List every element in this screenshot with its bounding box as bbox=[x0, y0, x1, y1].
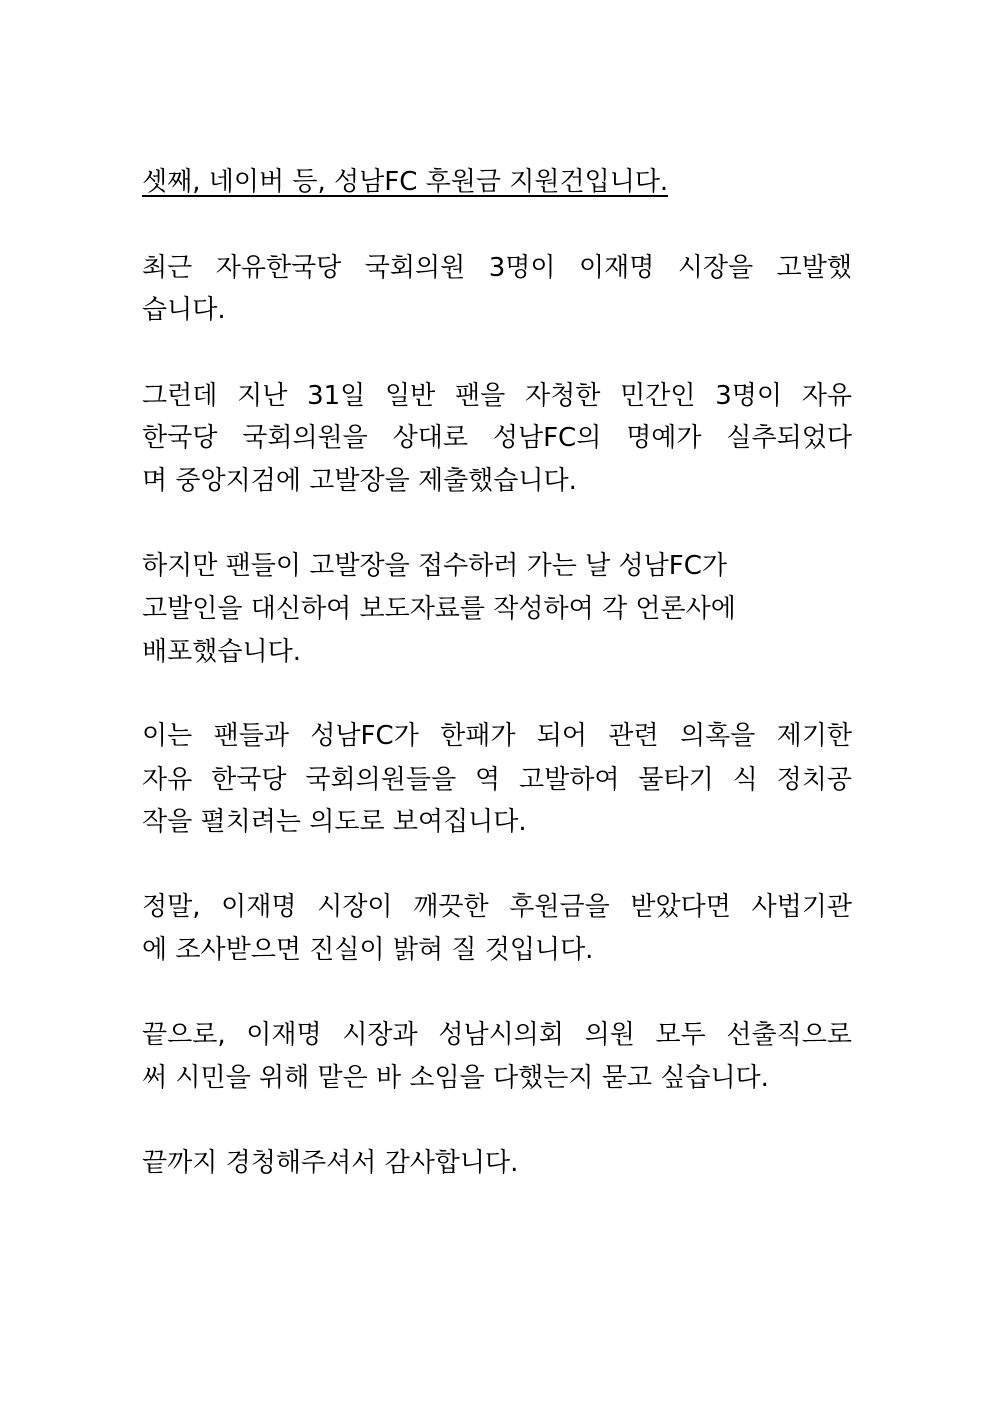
text-line: 며 중앙지검에 고발장을 제출했습니다. bbox=[142, 466, 577, 496]
text-line: 그런데 지난 31일 일반 팬을 자청한 민간인 3명이 자유 bbox=[142, 381, 852, 411]
text-line: 배포했습니다. bbox=[142, 637, 301, 667]
text-line: 이는 팬들과 성남FC가 한패가 되어 관련 의혹을 제기한 bbox=[142, 721, 852, 751]
text-line: 에 조사받으면 진실이 밝혀 질 것입니다. bbox=[142, 935, 594, 965]
text-line: 작을 펼치려는 의도로 보여집니다. bbox=[142, 807, 527, 837]
text-line: 써 시민을 위해 맡은 바 소임을 다했는지 묻고 싶습니다. bbox=[142, 1063, 769, 1093]
section-heading: 셋째, 네이버 등, 성남FC 후원금 지원건입니다. bbox=[142, 167, 669, 197]
text-line: 최근 자유한국당 국회의원 3명이 이재명 시장을 고발했 bbox=[142, 253, 852, 283]
text-line: 끝으로, 이재명 시장과 성남시의회 의원 모두 선출직으로 bbox=[142, 1020, 852, 1050]
text-line: 끝까지 경청해주셔서 감사합니다. bbox=[142, 1148, 519, 1178]
text-line: 습니다. bbox=[142, 295, 226, 325]
text-line: 정말, 이재명 시장이 깨끗한 후원금을 받았다면 사법기관 bbox=[142, 892, 852, 922]
text-line: 하지만 팬들이 고발장을 접수하러 가는 날 성남FC가 bbox=[142, 551, 728, 581]
text-line: 한국당 국회의원을 상대로 성남FC의 명예가 실추되었다 bbox=[142, 423, 852, 453]
text-line: 자유 한국당 국회의원들을 역 고발하여 물타기 식 정치공 bbox=[142, 765, 852, 795]
text-line: 고발인을 대신하여 보도자료를 작성하여 각 언론사에 bbox=[142, 594, 736, 624]
